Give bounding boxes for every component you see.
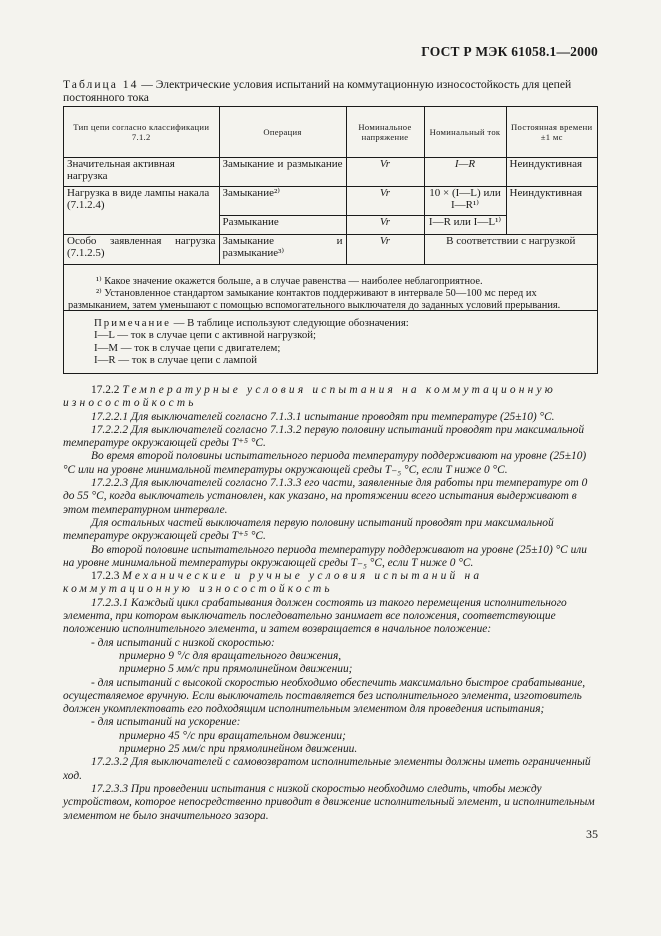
paragraph: Во время второй половины испытательного периода температуру поддерживают на уровне (25±10) °С или на уровне минимальной температуры окружающей среды T₋₅ °С, если T ниже 0 °С. xyxy=(63,450,587,476)
footnote-1: ¹⁾ Какое значение окажется больше, а в случае равенства — наиболее неблагоприятное. xyxy=(96,276,483,287)
list-item: - для испытаний с низкой скоростью: xyxy=(91,636,275,649)
table-row xyxy=(64,157,597,186)
cell-type: Нагрузка в виде лампы накала (7.1.2.4) xyxy=(64,186,219,234)
paragraph: 17.2.2.3 Для выключателей согласно 7.1.3.3 его части, заявленные для работы при температуре от 0 до 55 °С, когда выключатель установлен, как указано, на протяжении всего испытания выдерживают в этом температурном интервале. xyxy=(63,477,588,516)
cell-operation: Замыкание и размыкание xyxy=(219,157,346,186)
note-line: I—M — ток в случае цепи с двигателем; xyxy=(94,341,281,354)
table-caption xyxy=(63,78,603,104)
document-id: ГОСТ Р МЭК 61058.1—2000 xyxy=(421,44,598,59)
cell-operation: Размыкание xyxy=(219,215,346,234)
note-line: I—R — ток в случае цепи с лампой xyxy=(94,354,258,367)
cell-current: I—R или I—L¹⁾ xyxy=(424,215,506,234)
table-footnotes xyxy=(64,270,597,311)
footnote-2: ²⁾ Установленное стандартом замыкание контактов поддерживают в интервале 50—100 мс перед их xyxy=(96,288,537,299)
cell-type: Значительная активная нагрузка xyxy=(64,157,219,186)
paragraph: Для остальных частей выключателя первую половину испытаний проводят при максимальной температуре окружающей среды T⁺⁵ °С. xyxy=(63,516,554,543)
list-item: примерно 45 °/с при вращательном движении; xyxy=(119,729,346,742)
table-note xyxy=(94,317,589,367)
list-item: примерно 9 °/с для вращательного движения, xyxy=(119,649,342,662)
paragraph: Во второй половине испытательного периода температуру поддерживают на уровне (25±10) °С или на уровне минимальной температуры окружающей среды T₋₅ °С, если T ниже 0 °С. xyxy=(63,543,587,569)
note-line: I—L — ток в случае цепи с активной нагрузкой; xyxy=(94,329,317,342)
cell-current: В соответствии с нагрузкой xyxy=(424,234,597,264)
table-row xyxy=(64,186,597,215)
body-text xyxy=(63,384,601,823)
table-caption-label: Таблица 14 xyxy=(63,78,139,91)
header-operation: Операция xyxy=(219,107,346,157)
header-time-constant: Постоянная времени ±1 мс xyxy=(506,107,597,157)
table-caption-text: — Электрические условия испытаний на коммутационную износостойкость для цепей постоянного тока xyxy=(63,78,572,104)
cell-voltage: Vr xyxy=(346,215,424,234)
cell-operation: Замыкание и размыкание³⁾ xyxy=(219,234,346,264)
conditions-table xyxy=(64,107,597,265)
header-current: Номинальный ток xyxy=(424,107,506,157)
paragraph: 17.2.3.1 Каждый цикл срабатывания должен состоять из такого перемещения исполнительного элемента, при котором выключатель последовательно занимает все положения, соответствующие положению исполнительного элемента, и затем возвращается в начальное положение: xyxy=(63,596,567,636)
note-line: — В таблице используют следующие обозначения: xyxy=(170,317,409,329)
paragraph: 17.2.3.2 Для выключателей с самовозвратом исполнительные элементы должны иметь ограниченный ход. xyxy=(63,756,591,782)
header-voltage: Номинальное напряжение xyxy=(346,107,424,157)
cell-tau: Неиндуктивная xyxy=(506,186,597,234)
paragraph: 17.2.2.2 Для выключателей согласно 7.1.3.2 первую половину испытаний проводят при максимальной температуре окружающей среды T⁺⁵ °С. xyxy=(63,423,585,450)
list-item: примерно 5 мм/с при прямолинейном движении; xyxy=(119,663,353,676)
table-row xyxy=(64,234,597,264)
paragraph: 17.2.2.1 Для выключателей согласно 7.1.3.1 испытание проводят при температуре (25±10) °С. xyxy=(91,410,555,423)
cell-operation: Замыкание²⁾ xyxy=(219,186,346,215)
list-item: - для испытаний с высокой скоростью необходимо обеспечить максимально быстрое срабатывание, осуществляемое вручную. Если выключатель поставляется без исполнительного элемента, изготовитель должен укомплектовать его подходящим исполнительным элементом для проведения испытания; xyxy=(63,676,586,716)
cell-current: I—R xyxy=(424,157,506,186)
cell-voltage: Vr xyxy=(346,157,424,186)
cell-type: Особо заявленная нагрузка (7.1.2.5) xyxy=(64,234,219,264)
note-label: Примечание xyxy=(94,317,171,329)
section-heading-17-2-2: 17.2.2 Температурные условия испытания на коммутационную износостойкость xyxy=(63,384,556,410)
table-frame xyxy=(63,106,598,374)
footnote-2-continued: размыканием, затем уменьшают с помощью вспомогательного выключателя до заданных условий прерывания. xyxy=(68,300,561,311)
cell-voltage: Vr xyxy=(346,186,424,215)
page-number: 35 xyxy=(586,827,598,841)
paragraph: 17.2.3.3 При проведении испытания с низкой скоростью необходимо следить, чтобы между устройством, которое непосредственно приводит в движение исполнительный элемент, и исполнительным элементом не было значительного зазора. xyxy=(63,782,595,822)
cell-current: 10 × (I—L) или I—R¹⁾ xyxy=(424,186,506,215)
list-item: примерно 25 мм/с при прямолинейном движении. xyxy=(119,743,358,756)
cell-voltage: Vr xyxy=(346,234,424,264)
section-heading-17-2-3: 17.2.3 Механические и ручные условия испытаний на коммутационную износостойкость xyxy=(63,570,483,596)
header-circuit-type: Тип цепи согласно классификации 7.1.2 xyxy=(64,107,219,157)
cell-tau: Неиндуктивная xyxy=(506,157,597,186)
list-item: - для испытаний на ускорение: xyxy=(91,716,241,729)
